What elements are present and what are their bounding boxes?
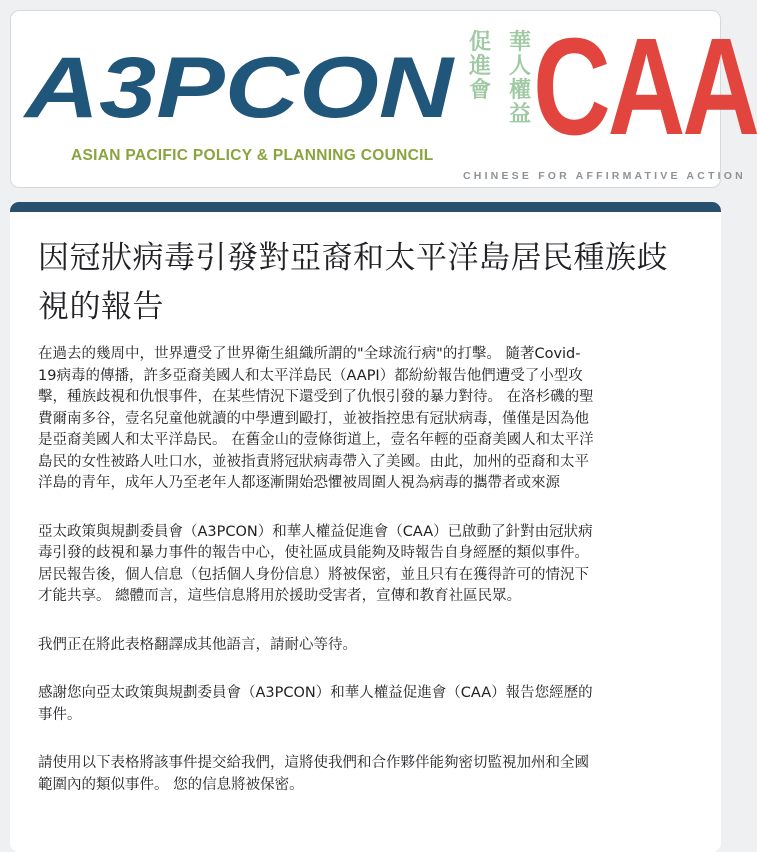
caa-char: 人 bbox=[508, 54, 531, 79]
caa-char: 權 bbox=[508, 78, 531, 103]
caa-char: 華 bbox=[508, 30, 531, 55]
caa-char: 促 bbox=[468, 30, 491, 55]
caa-chinese-name bbox=[460, 31, 540, 131]
a3pcon-logo-mark bbox=[22, 40, 456, 136]
form-description bbox=[38, 344, 598, 796]
caa-char: 會 bbox=[468, 78, 491, 103]
caa-char: 進 bbox=[468, 54, 491, 79]
a3pcon-logo bbox=[22, 40, 456, 136]
caa-subtitle: CHINESE FOR AFFIRMATIVE ACTION bbox=[463, 170, 746, 182]
form-description-card bbox=[10, 202, 721, 852]
description-paragraph: 亞太政策與規劃委員會（A3PCON）和華人權益促進會（CAA）已啟動了針對由冠狀病毒引發的歧視和暴力事件的報告中心，使社區成員能夠及時報告自身經歷的類似事件。居民報告後，個人信息（包括個人身份信息）將被保密，並且只有在獲得許可的情況下才能共享。 總體而言，這些信息將用於援助受害者，宣傳和教育社區民眾。 bbox=[38, 523, 593, 604]
header-banner bbox=[10, 10, 757, 188]
description-paragraph: 在過去的幾周中，世界遭受了世界衛生組織所謂的"全球流行病"的打擊。 隨著Covid-19病毒的傳播，許多亞裔美國人和太平洋島民（AAPI）都紛紛報告他們遭受了小型攻擊，種族歧視和仇恨事件，在某些情況下還受到了仇恨引發的暴力對待。 在洛杉磯的聖費爾南多谷，壹名兒童他就讀的中學遭到毆打，並被指控患有冠狀病毒，僅僅是因為他是亞裔美國人和太平洋島民。 在舊金山的壹條街道上，壹名年輕的亞裔美國人和太平洋島民的女性被路人吐口水，並被指責將冠狀病毒帶入了美國。由此，加州的亞裔和太平洋島的青年，成年人乃至老年人都逐漸開始恐懼被周圍人視為病毒的攜帶者或來源 bbox=[38, 346, 594, 491]
description-paragraph: 感謝您向亞太政策與規劃委員會（A3PCON）和華人權益促進會（CAA）報告您經歷的事件。 bbox=[38, 685, 593, 723]
description-paragraph: 我們正在將此表格翻譯成其他語言，請耐心等待。 bbox=[38, 636, 357, 653]
caa-char-spacer bbox=[460, 103, 500, 127]
a3pcon-subtitle: ASIAN PACIFIC POLICY & PLANNING COUNCIL bbox=[71, 147, 434, 164]
caa-char: 益 bbox=[508, 102, 531, 127]
description-paragraph: 請使用以下表格將該事件提交給我們，這將使我們和合作夥伴能夠密切監視加州和全國範圍內的類似事件。 您的信息將被保密。 bbox=[38, 755, 589, 793]
caa-logo: CAA bbox=[533, 10, 757, 164]
a3pcon-logo-text: A3PCON bbox=[22, 40, 456, 136]
form-title: 因冠狀病毒引發對亞裔和太平洋島居民種族歧視的報告 bbox=[38, 240, 668, 325]
